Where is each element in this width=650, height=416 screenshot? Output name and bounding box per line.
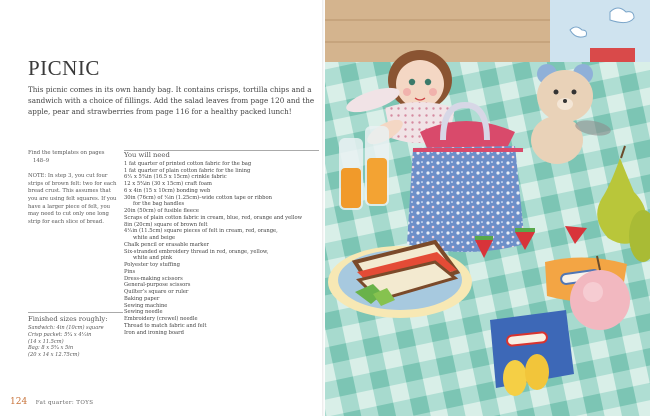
finished-line: Crisp packet: 5³⁄₄ x 4¹⁄₂in [28, 331, 92, 338]
materials-item: Polyester toy stuffing [124, 262, 180, 268]
materials-item: 8in (20cm) square of brown felt [124, 221, 208, 228]
materials-item: Chalk pencil or erasable marker [124, 241, 209, 248]
materials-item: Embroidery (crewel) needle [124, 316, 198, 322]
materials-item: 1 fat quarter of printed cotton fabric for the bag [124, 160, 252, 167]
section-label: Fat quarter: TOYS [35, 400, 94, 406]
note-line: strips of brown felt: two for each [28, 180, 117, 187]
materials-item: General-purpose scissors [124, 282, 191, 289]
finished-heading: Finished sizes roughly: [28, 312, 123, 323]
materials-heading: You will need [124, 150, 319, 159]
materials-item: Pins [124, 268, 136, 275]
note-line: strip for each slice of bread. [28, 218, 104, 225]
photo-page [325, 0, 650, 416]
materials-item: 12 x 5³⁄₄in (30 x 15cm) craft foam [124, 181, 212, 187]
materials-item: Thread to match fabric and felt [124, 322, 207, 329]
materials-item: Dress-making scissors [124, 275, 183, 282]
intro-paragraph [28, 84, 315, 118]
finished-sizes [28, 312, 123, 359]
templates-line: 148–9 [33, 157, 50, 164]
materials-item: 30in (76cm) of ¹⁄₂in (1.25cm)–wide cotton tape or ribbon [124, 194, 272, 201]
materials-list [124, 150, 319, 336]
note-line: NOTE: In step 3, you cut four [28, 173, 108, 180]
materials-item: for the bag handles [133, 201, 185, 208]
materials-item: Baking paper [124, 295, 160, 302]
note-line: you are using felt squares. If you [28, 195, 117, 202]
intro-line: apple, pear and strawberries from page 116 for a healthy packed lunch! [28, 107, 292, 117]
materials-item: Sewing machine [124, 302, 168, 309]
picnic-photo [325, 0, 650, 416]
materials-item: Six-stranded embroidery thread in red, orange, yellow, [124, 248, 269, 255]
materials-item: 20in (50cm) of fusible fleece [124, 208, 199, 214]
page-number: 124 [10, 397, 28, 407]
templates-line: Find the templates on pages [28, 150, 105, 156]
materials-item: 6 x 4in (15 x 10cm) bonding web [124, 187, 211, 194]
intro-line: This picnic comes in its own handy bag. It contains crisps, tortilla chips and a [28, 85, 312, 94]
finished-line: (14 x 11.5cm) [28, 338, 64, 345]
intro-line: sandwich with a choice of fillings. Add the salad leaves from page 120 and the [28, 96, 315, 106]
note-line: have a larger piece of felt, you [28, 203, 111, 210]
finished-line: Bag: 8 x 5³⁄₄ x 5in [28, 345, 74, 352]
note-line: may need to cut only one long [28, 211, 109, 218]
materials-item: 6¹⁄₂ x 5³⁄₄in (16.5 x 15cm) crinkle fabric [124, 174, 227, 181]
materials-item: Sewing needle [124, 309, 163, 316]
finished-line: Sandwich: 4in (10cm) square [28, 325, 104, 331]
page-title: PICNIC [28, 56, 100, 80]
materials-item: white and pink [133, 255, 173, 262]
materials-item: Iron and ironing board [124, 329, 184, 336]
materials-item: white and beige [133, 235, 176, 241]
page-footer [10, 397, 93, 407]
materials-item: 4¹⁄₂in (11.5cm) square pieces of felt in cream, red, orange, [124, 228, 278, 235]
finished-line: (20 x 14 x 12.75cm) [28, 352, 80, 359]
side-notes [28, 150, 123, 226]
materials-item: Quilter’s square or ruler [124, 289, 189, 295]
materials-item: 1 fat quarter of plain cotton fabric for the lining [124, 167, 251, 174]
materials-item: Scraps of plain cotton fabric in cream, blue, red, orange and yellow [124, 214, 303, 221]
note-line: bread crust. This assumes that [28, 188, 111, 195]
